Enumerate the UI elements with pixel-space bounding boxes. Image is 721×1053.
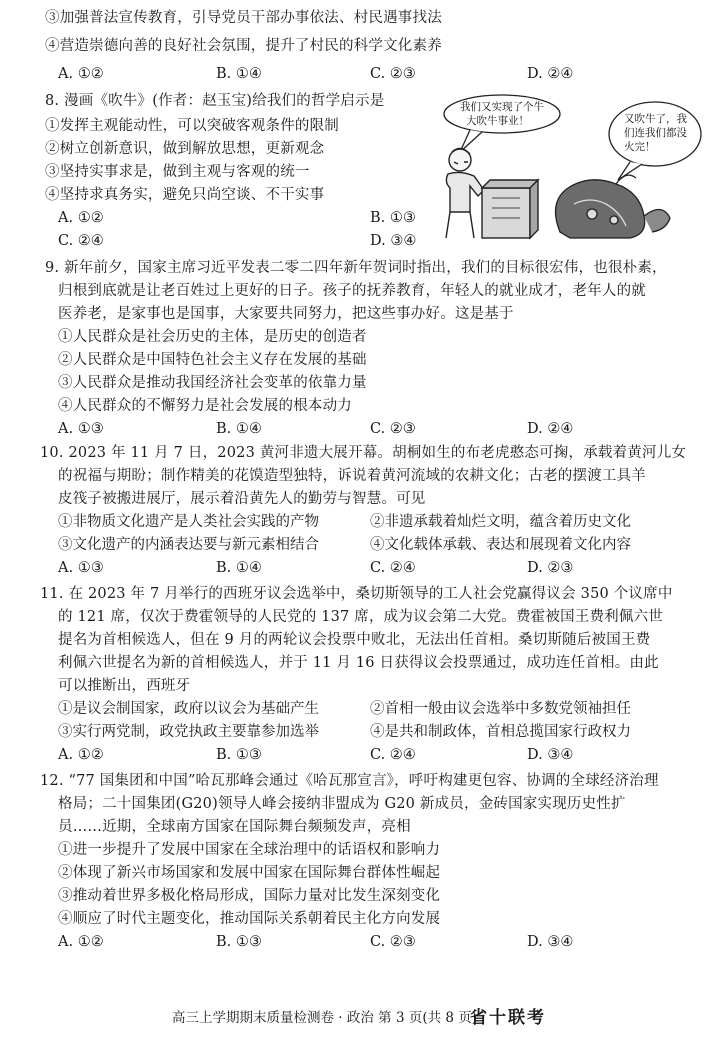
q10-stem-line2: 的祝福与期盼；制作精美的花馍造型独特，诉说着黄河流域的农耕文化；古老的摆渡工具羊 [58, 468, 646, 484]
q10-option-a[interactable]: A. ①③ [58, 560, 104, 576]
q9-statement-4: ④人民群众的不懈努力是社会发展的根本动力 [58, 398, 352, 414]
q8-statement-2: ②树立创新意识，做到解放思想，更新观念 [45, 141, 325, 157]
q8-statement-1: ①发挥主观能动性，可以突破客观条件的限制 [45, 118, 339, 134]
bubble1-line2: 大吹牛事业！ [466, 115, 529, 127]
q9-stem-line3: 医养老，是家事也是国事，大家要共同努力，把这些事办好。这是基于 [58, 306, 514, 322]
q9-option-d[interactable]: D. ②④ [527, 421, 574, 437]
q12-option-d[interactable]: D. ③④ [527, 934, 574, 950]
q9-statement-3: ③人民群众是推动我国经济社会变革的依靠力量 [58, 375, 367, 391]
q7-option-d[interactable]: D. ②④ [527, 66, 574, 82]
q10-statement-2: ②非遗承载着灿烂文明，蕴含着历史文化 [370, 514, 631, 530]
q12-statement-2: ②体现了新兴市场国家和发展中国家在国际舞台群体性崛起 [58, 865, 441, 881]
cow-figure [556, 175, 671, 238]
q10-option-d[interactable]: D. ②③ [527, 560, 574, 576]
q11-statement-4: ④是共和制政体，首相总揽国家行政权力 [370, 724, 631, 740]
q12-statement-3: ③推动着世界多极化格局形成，国际力量对比发生深刻变化 [58, 888, 441, 904]
q9-option-c[interactable]: C. ②③ [370, 421, 416, 437]
q7-option-b[interactable]: B. ①④ [216, 66, 262, 82]
q11-option-a[interactable]: A. ①② [58, 747, 104, 763]
q9-stem-line2: 归根到底就是让老百姓过上更好的日子。孩子的抚养教育，年轻人的就业成才，老年人的就 [58, 283, 646, 299]
q12-option-b[interactable]: B. ①③ [216, 934, 262, 950]
q11-stem-line4: 利佩六世提名为新的首相候选人，并于 11 月 16 日获得议会投票通过，成功连任首相。由此 [58, 655, 659, 671]
page-footer: 高三上学期期末质量检测卷 · 政治 第 3 页(共 8 页) [172, 1010, 478, 1026]
q8-option-c[interactable]: C. ②④ [58, 233, 104, 249]
podium [482, 180, 538, 238]
q12-statement-4: ④顺应了时代主题变化，推动国际关系朝着民主化方向发展 [58, 911, 441, 927]
q8-option-b[interactable]: B. ①③ [370, 210, 416, 226]
q12-stem-line2: 格局；二十国集团(G20)领导人峰会接纳非盟成为 G20 新成员，金砖国家实现历史性扩 [58, 796, 626, 812]
q11-stem-line5: 可以推断出，西班牙 [58, 678, 191, 694]
q8-option-d[interactable]: D. ③④ [370, 233, 417, 249]
q12-stem-line1: 12. “77 国集团和中国”哈瓦那峰会通过《哈瓦那宣言》，呼吁构建更包容、协调的全球经济治理 [40, 773, 659, 789]
q10-option-b[interactable]: B. ①④ [216, 560, 262, 576]
bubble1-line1: 我们又实现了个牛 [460, 101, 544, 113]
q9-stem-line1: 9. 新年前夕，国家主席习近平发表二零二四年新年贺词时指出，我们的目标很宏伟，也很朴素， [45, 260, 667, 276]
q12-option-a[interactable]: A. ①② [58, 934, 104, 950]
q8-cartoon-image [430, 92, 710, 242]
q11-option-c[interactable]: C. ②④ [370, 747, 416, 763]
q11-stem-line2: 的 121 席，仅次于费霍领导的人民党的 137 席，成为议会第二大党。费霍被国王费利佩六世 [58, 609, 663, 625]
q8-stem: 8. 漫画《吹牛》(作者：赵玉宝)给我们的哲学启示是 [45, 93, 385, 109]
q11-statement-1: ①是议会制国家，政府以议会为基础产生 [58, 701, 319, 717]
q12-statement-1: ①进一步提升了发展中国家在全球治理中的话语权和影响力 [58, 842, 441, 858]
q11-statement-3: ③实行两党制，政党执政主要靠参加选举 [58, 724, 319, 740]
q12-stem-line3: 员……近期，全球南方国家在国际舞台频频发声，亮相 [58, 819, 411, 835]
q11-stem-line1: 11. 在 2023 年 7 月举行的西班牙议会选举中，桑切斯领导的工人社会党赢得议会 350 个议席中 [40, 586, 673, 602]
speaker-figure [446, 148, 484, 238]
q7-option-a[interactable]: A. ①② [58, 66, 104, 82]
q10-stem-line1: 10. 2023 年 11 月 7 日，2023 黄河非遗大展开幕。胡桐如生的布老虎憨态可掬，承载着黄河儿女 [40, 445, 687, 461]
q7-statement-4: ④营造崇德向善的良好社会氛围，提升了村民的科学文化素养 [45, 38, 442, 54]
q9-option-b[interactable]: B. ①④ [216, 421, 262, 437]
q12-option-c[interactable]: C. ②③ [370, 934, 416, 950]
q10-statement-1: ①非物质文化遗产是人类社会实践的产物 [58, 514, 319, 530]
q10-option-c[interactable]: C. ②④ [370, 560, 416, 576]
q7-statement-3: ③加强普法宣传教育，引导党员干部办事依法、村民遇事找法 [45, 10, 442, 26]
q11-stem-line3: 提名为首相候选人，但在 9 月的两轮议会投票中败北，无法出任首相。桑切斯随后被国王费 [58, 632, 651, 648]
q8-statement-3: ③坚持实事求是，做到主观与客观的统一 [45, 164, 310, 180]
q10-statement-4: ④文化载体承载、表达和展现着文化内容 [370, 537, 631, 553]
q10-statement-3: ③文化遗产的内涵表达要与新元素相结合 [58, 537, 319, 553]
q9-statement-2: ②人民群众是中国特色社会主义存在发展的基础 [58, 352, 367, 368]
q8-option-a[interactable]: A. ①② [58, 210, 104, 226]
bubble2-line3: 火完！ [624, 141, 656, 153]
q7-option-c[interactable]: C. ②③ [370, 66, 416, 82]
bubble2-line2: 们连我们都没 [624, 127, 687, 139]
q10-stem-line3: 皮筏子被搬进展厅，展示着沿黄先人的勤劳与智慧。可见 [58, 491, 426, 507]
q9-statement-1: ①人民群众是社会历史的主体，是历史的创造者 [58, 329, 367, 345]
bubble2-line1: 又吹牛了，我 [624, 113, 687, 125]
q11-option-b[interactable]: B. ①③ [216, 747, 262, 763]
q9-option-a[interactable]: A. ①③ [58, 421, 104, 437]
q11-statement-2: ②首相一般由议会选举中多数党领袖担任 [370, 701, 631, 717]
exam-brand-stamp: 省十联考 [470, 1008, 546, 1028]
q8-statement-4: ④坚持求真务实，避免只尚空谈、不干实事 [45, 187, 325, 203]
q11-option-d[interactable]: D. ③④ [527, 747, 574, 763]
